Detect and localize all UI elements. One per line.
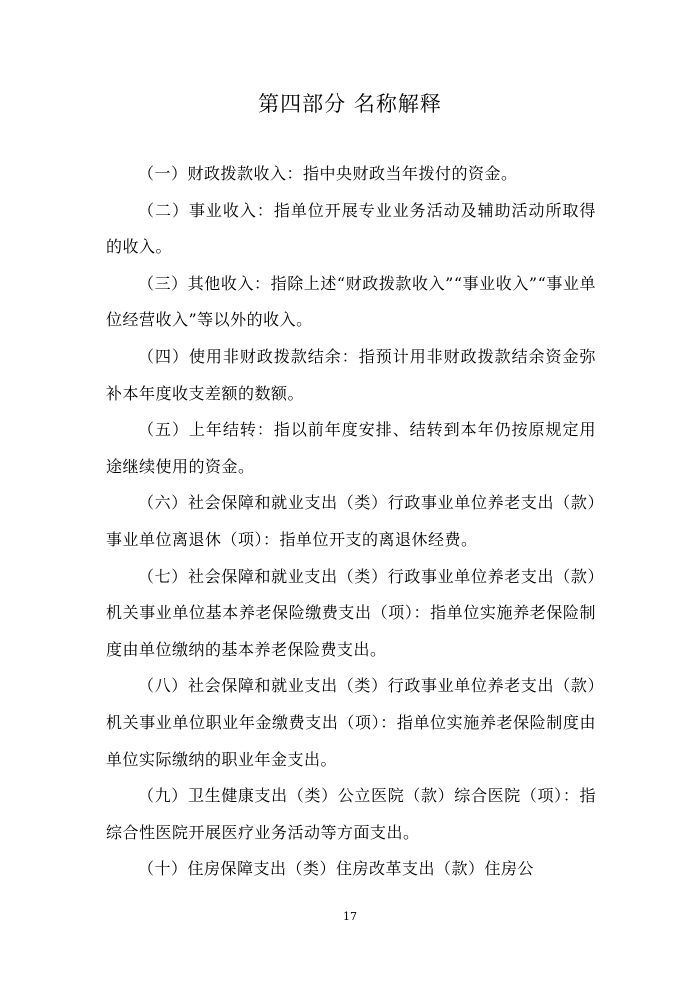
definition-text: 指单位开支的离退休经费。: [279, 529, 478, 549]
document-body: [106, 156, 596, 888]
page-title: 第四部分 名称解释: [258, 92, 442, 116]
term-label: （三）其他收入：: [138, 273, 271, 293]
definition-text: 指以前年度安排、结转到本年仍按原规定用途继续使用的资金。: [106, 420, 596, 476]
term-label: （五）上年结转：: [138, 420, 274, 440]
definition-text: 指单位实施养老保险制度由单位缴纳的基本养老保险费支出。: [106, 603, 596, 659]
term-label: （四）使用非财政拨款结余：: [138, 346, 359, 366]
paragraph-9: [106, 778, 596, 851]
paragraph-10: [106, 851, 596, 888]
paragraph-3: [106, 266, 596, 339]
paragraph-4: [106, 339, 596, 412]
definition-text: 指预计用非财政拨款结余资金弥补本年度收支差额的数额。: [106, 346, 596, 403]
term-label: （八）社会保障和就业支出（类）行政事业单位养老支出（款）机关事业单位职业年金缴费支出（项）：: [106, 676, 596, 732]
term-label: （九）卫生健康支出（类）公立医院（款）综合医院（项）：: [138, 786, 580, 806]
paragraph-1: [106, 156, 596, 193]
paragraph-8: [106, 668, 596, 778]
term-label: （六）社会保障和就业支出（类）行政事业单位养老支出（款）事业单位离退休（项）：: [106, 493, 596, 549]
page-number: 17: [343, 910, 357, 923]
paragraph-7: [106, 559, 596, 669]
definition-text: 指单位开展专业业务活动及辅助活动所取得的收入。: [106, 200, 596, 257]
term-label: （二）事业收入：: [138, 200, 274, 220]
paragraph-6: [106, 485, 596, 558]
paragraph-5: [106, 412, 596, 485]
term-label: （十）住房保障支出（类）住房改革支出（款）住房公: [138, 859, 535, 879]
term-label: （七）社会保障和就业支出（类）行政事业单位养老支出（款）机关事业单位基本养老保险缴费支出（项）：: [106, 566, 596, 623]
definition-text: 指中央财政当年拨付的资金。: [303, 164, 518, 183]
definition-text: 指综合性医院开展医疗业务活动等方面支出。: [106, 786, 596, 842]
definition-text: 指单位实施养老保险制度由单位实际缴纳的职业年金支出。: [106, 712, 596, 769]
paragraph-2: [106, 193, 596, 266]
definition-text: 指除上述“财政拨款收入”“事业收入”“事业单位经营收入”等以外的收入。: [106, 273, 596, 330]
term-label: （一）财政拨款收入：: [138, 164, 304, 183]
